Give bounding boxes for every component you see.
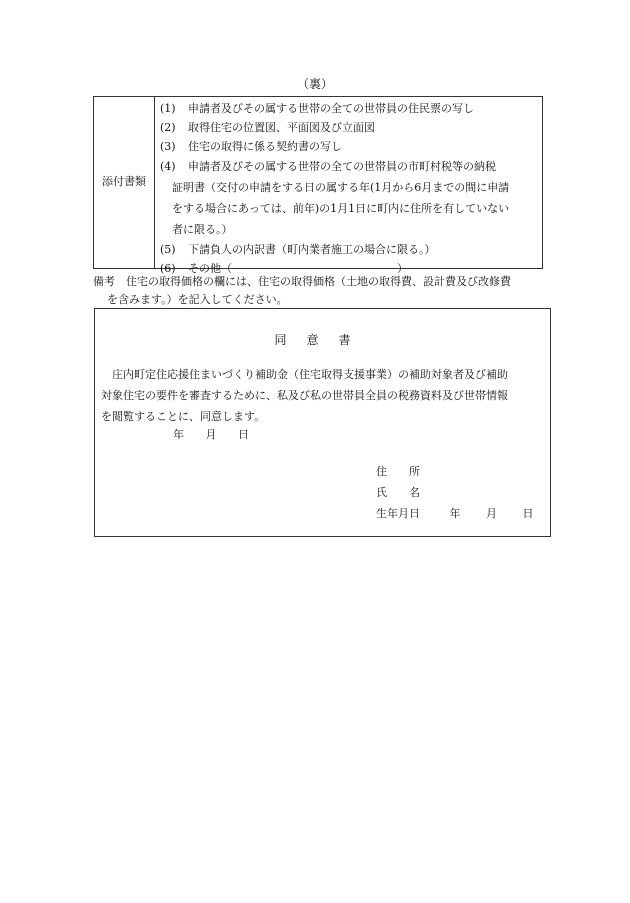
item-text: 下請負人の内訳書（町内業者施工の場合に限る。） bbox=[188, 243, 436, 256]
consent-body-line-1: 庄内町定住応援住まいづくり補助金（住宅取得支援事業）の補助対象者及び補助 bbox=[112, 368, 508, 381]
attachment-item-4 bbox=[160, 156, 540, 240]
signature-block bbox=[376, 461, 534, 524]
address-label: 住 所 bbox=[376, 465, 420, 478]
remarks-line-1: 備考 住宅の取得価格の欄には、住宅の取得価格（土地の取得費、設計費及び改修費 bbox=[93, 275, 511, 288]
consent-title: 同意書 bbox=[274, 333, 371, 347]
birthdate-value: 年 月 日 bbox=[449, 507, 534, 520]
consent-body-line-2: 対象住宅の要件を審査するために、私及び私の世帯員全員の税務資料及び世帯情報 bbox=[101, 389, 508, 402]
attachment-item-5 bbox=[160, 240, 540, 259]
item-text: その他（ ） bbox=[188, 262, 408, 275]
attachments-list bbox=[160, 99, 540, 278]
name-label: 氏 名 bbox=[376, 486, 420, 499]
item-text-line-1: 申請者及びその属する世帯の全ての世帯員の市町村税等の納税 bbox=[188, 160, 496, 173]
consent-body bbox=[101, 364, 545, 427]
item-text-line-3: をする場合にあっては、前年)の1月1日に町内に住所を有していない bbox=[172, 202, 510, 215]
name-row bbox=[376, 482, 534, 503]
attachment-item-2 bbox=[160, 118, 540, 137]
item-number: (4) bbox=[160, 160, 176, 173]
attachments-table bbox=[93, 96, 543, 275]
item-number: (5) bbox=[160, 243, 176, 256]
item-text: 取得住宅の位置図、平面図及び立面図 bbox=[188, 121, 375, 134]
birthdate-label: 生年月日 bbox=[376, 507, 420, 520]
attachment-item-3 bbox=[160, 137, 540, 156]
address-row bbox=[376, 461, 534, 482]
attachment-item-1 bbox=[160, 99, 540, 118]
item-number: (2) bbox=[160, 121, 176, 134]
consent-body-line-3: を閲覧することに、同意します。 bbox=[101, 410, 266, 423]
item-text-line-2: 証明書（交付の申請をする日の属する年(1月から6月までの間に申請 bbox=[172, 181, 510, 194]
item-number: (3) bbox=[160, 140, 176, 153]
consent-date: 年 月 日 bbox=[173, 428, 249, 441]
item-text: 住宅の取得に係る契約書の写し bbox=[188, 140, 342, 153]
item-text-line-4: 者に限る。） bbox=[172, 223, 233, 236]
birthdate-row bbox=[376, 503, 534, 524]
attachments-header: 添付書類 bbox=[94, 97, 155, 268]
remarks-note bbox=[93, 274, 553, 310]
item-number: (1) bbox=[160, 102, 176, 115]
consent-form bbox=[94, 308, 551, 537]
item-number: (6) bbox=[160, 262, 176, 275]
back-side-label: （裏） bbox=[296, 77, 333, 91]
remarks-line-2: を含みます。）を記入してください。 bbox=[107, 293, 288, 306]
item-text: 申請者及びその属する世帯の全ての世帯員の住民票の写し bbox=[188, 102, 474, 115]
